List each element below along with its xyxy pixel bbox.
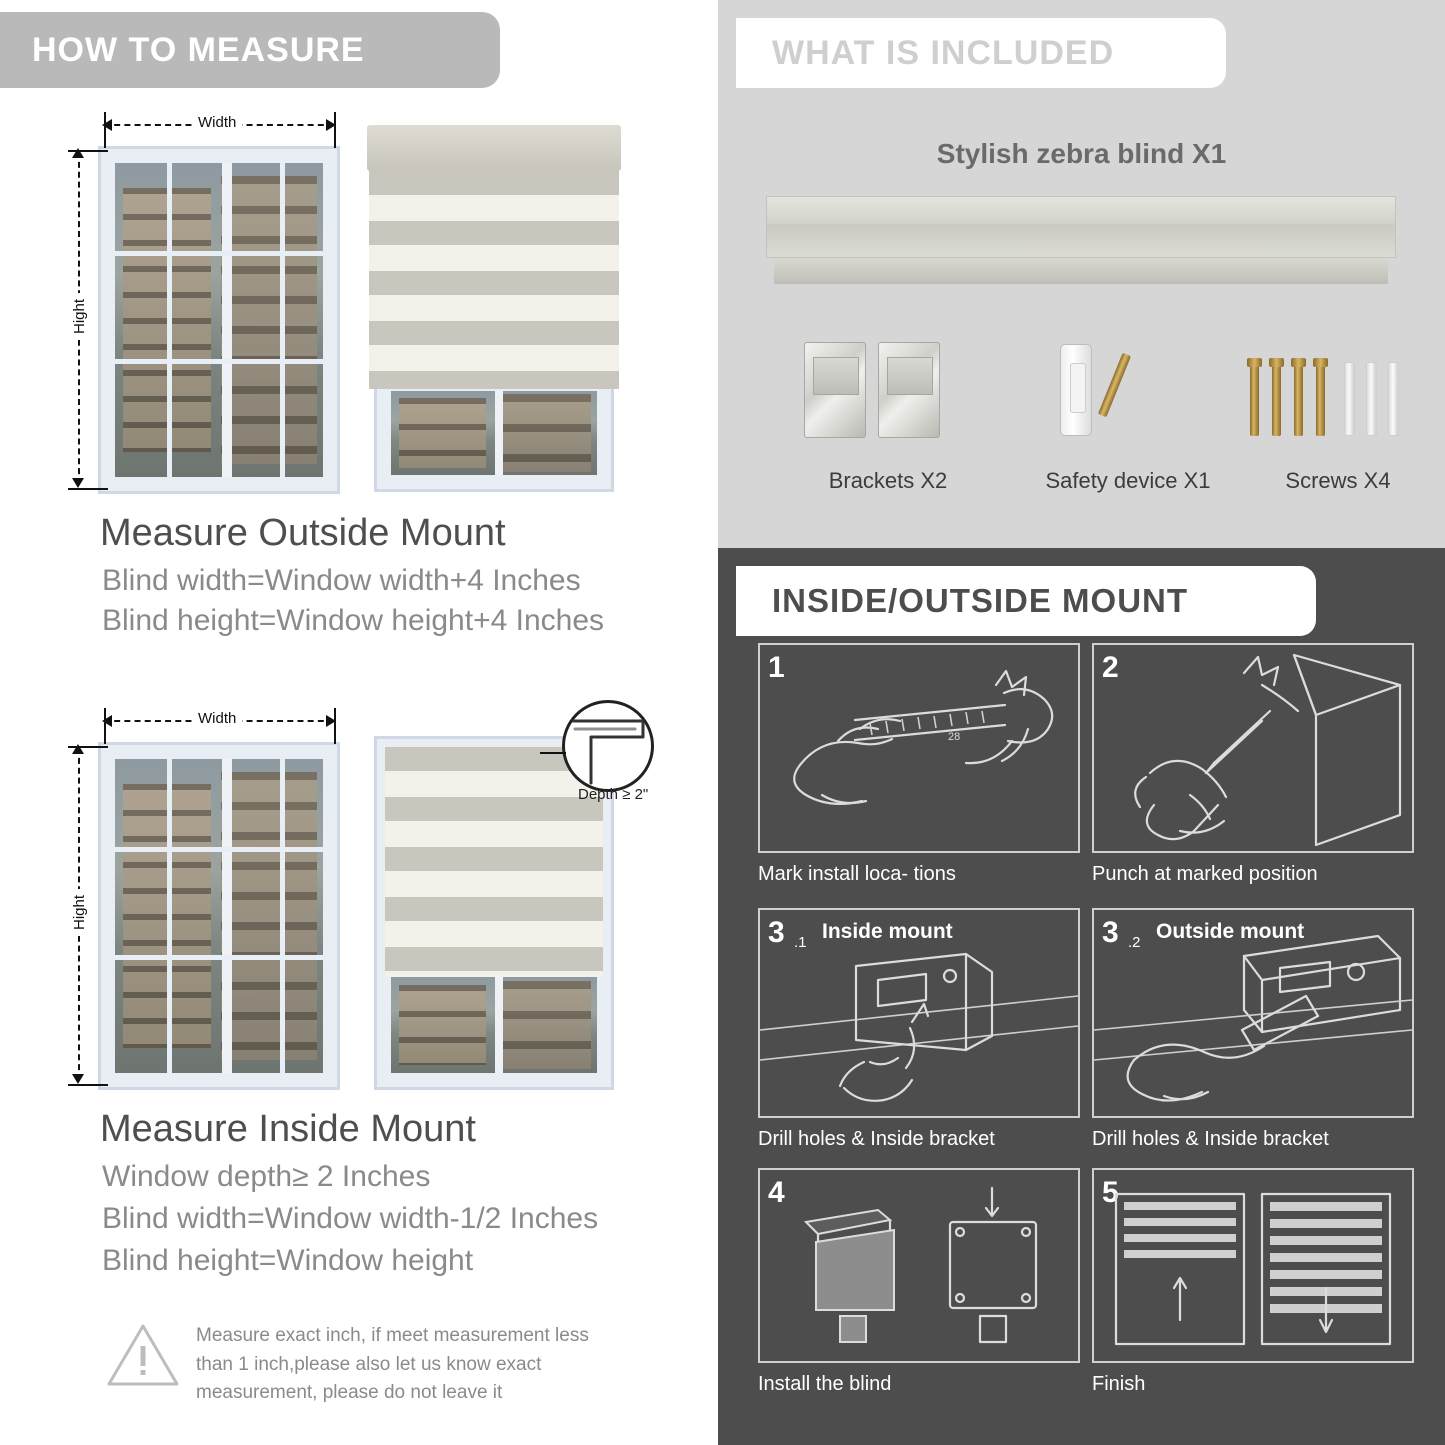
- inside-mount-title: Measure Inside Mount: [100, 1108, 476, 1150]
- bracket-install-icon: [760, 910, 1078, 1116]
- dimension-cap: [334, 112, 336, 148]
- warning-triangle-icon: [106, 1322, 180, 1388]
- part-label-brackets: Brackets X2: [828, 468, 948, 493]
- window-mullion: [495, 391, 503, 475]
- drill-icon: [1094, 645, 1412, 851]
- dimension-arrow-down: [72, 1074, 84, 1084]
- step-3-1-number: 3: [768, 916, 785, 949]
- tape-measure-icon: [760, 645, 1078, 851]
- how-to-measure-header: HOW TO MEASURE: [0, 12, 500, 88]
- screw-icon: [1316, 358, 1325, 436]
- window-glass: [115, 759, 323, 1073]
- step-1: [758, 643, 1080, 893]
- window-grid-line: [280, 163, 285, 477]
- blind-headrail: [367, 125, 621, 171]
- inside-window-illustration: [98, 742, 340, 1090]
- step-3-2-subnumber: .2: [1128, 934, 1141, 951]
- inside-width-label: Width: [192, 710, 242, 727]
- included-parts-row: [758, 320, 1408, 500]
- step-3-1-frame: [758, 908, 1080, 1118]
- outside-window-illustration: [98, 146, 340, 494]
- wall-anchor-icon: [1344, 362, 1355, 436]
- window-mullion: [222, 759, 232, 1073]
- window-grid-line: [167, 759, 172, 1073]
- dimension-cap: [68, 150, 108, 152]
- svg-text:28: 28: [948, 731, 961, 743]
- main-item-label: Stylish zebra blind X1: [936, 138, 1227, 169]
- step-4-caption: Install the blind: [758, 1373, 892, 1395]
- bracket-icon: [878, 342, 940, 438]
- depth-callout-circle: [562, 700, 654, 792]
- inside-mount-line-2: Blind width=Window width-1/2 Inches: [102, 1202, 599, 1235]
- zebra-blind-product-image: [766, 196, 1396, 258]
- step-3-2: [1092, 908, 1414, 1158]
- inside-height-label: Hight: [71, 889, 88, 936]
- dimension-cap: [68, 746, 108, 748]
- window-view-photo: [115, 163, 323, 477]
- step-4: [758, 1168, 1080, 1418]
- screw-icon: [1272, 358, 1281, 436]
- window-mullion: [495, 977, 503, 1073]
- window-view-photo: [391, 977, 597, 1073]
- step-3-2-label: Outside mount: [1156, 920, 1305, 943]
- measurement-note-text: Measure exact inch, if meet measurement less than 1 inch,please also let us know exact measurement, please do not leave it: [196, 1325, 589, 1403]
- window-view-photo: [115, 759, 323, 1073]
- outside-width-label: Width: [192, 114, 242, 131]
- blind-clip-icon: [760, 1170, 1078, 1362]
- outside-height-label: Hight: [71, 293, 88, 340]
- wall-anchor-icon: [1366, 362, 1377, 436]
- outside-mount-title: Measure Outside Mount: [100, 512, 506, 554]
- step-3-2-frame: [1092, 908, 1414, 1118]
- window-grid-line: [115, 359, 323, 364]
- window-grid-line: [115, 847, 323, 852]
- inside-outside-mount-panel: [718, 548, 1445, 1445]
- window-grid-line: [115, 955, 323, 960]
- screw-icon: [1098, 353, 1131, 418]
- window-view-photo: [391, 391, 597, 475]
- step-5-caption: Finish: [1092, 1373, 1146, 1395]
- step-2-number: 2: [1102, 651, 1119, 684]
- zebra-fabric: [369, 171, 619, 389]
- step-1-frame: [758, 643, 1080, 853]
- step-3-2-number: 3: [1102, 916, 1119, 949]
- step-3-2-caption: Drill holes & Inside bracket: [1092, 1128, 1329, 1150]
- blind-window-glass: [391, 977, 597, 1073]
- zebra-blind-bottom-rail: [774, 258, 1388, 284]
- window-mullion: [222, 163, 232, 477]
- finished-blinds-icon: [1094, 1170, 1412, 1362]
- step-5-frame: [1092, 1168, 1414, 1363]
- step-2-caption: Punch at marked position: [1092, 863, 1318, 885]
- wall-anchor-icon: [1388, 362, 1399, 436]
- step-3-1: [758, 908, 1080, 1158]
- inside-mount-line-3: Blind height=Window height: [102, 1244, 474, 1277]
- bracket-icon: [804, 342, 866, 438]
- outside-blind-illustration: [374, 170, 614, 492]
- window-grid-line: [167, 163, 172, 477]
- dimension-cap: [104, 112, 106, 148]
- screw-icon: [1294, 358, 1303, 436]
- step-4-number: 4: [768, 1176, 785, 1209]
- mount-header: INSIDE/OUTSIDE MOUNT: [736, 566, 1316, 636]
- screwdriver-icon: [1094, 910, 1412, 1116]
- step-5-number: 5: [1102, 1176, 1119, 1209]
- inside-mount-line-1: Window depth≥ 2 Inches: [102, 1160, 431, 1193]
- step-2-frame: [1092, 643, 1414, 853]
- window-grid-line: [115, 251, 323, 256]
- part-label-screws: Screws X4: [1285, 468, 1391, 493]
- part-label-safety: Safety device X1: [1045, 468, 1211, 493]
- what-is-included-header: WHAT IS INCLUDED: [736, 18, 1226, 88]
- window-grid-line: [280, 759, 285, 1073]
- dimension-arrow-down: [72, 478, 84, 488]
- outside-mount-line-1: Blind width=Window width+4 Inches: [102, 564, 581, 597]
- depth-label: Depth ≥ 2": [578, 786, 649, 803]
- measurement-note: [106, 1322, 626, 1408]
- step-3-1-label: Inside mount: [822, 920, 953, 943]
- blind-window-glass: [391, 391, 597, 475]
- depth-leader-line: [540, 752, 566, 754]
- window-glass: [115, 163, 323, 477]
- outside-mount-line-2: Blind height=Window height+4 Inches: [102, 604, 605, 637]
- step-4-frame: [758, 1168, 1080, 1363]
- how-to-measure-panel: [0, 0, 713, 1445]
- step-5: [1092, 1168, 1414, 1418]
- screw-icon: [1250, 358, 1259, 436]
- what-is-included-panel: [718, 0, 1445, 548]
- step-2: [1092, 643, 1414, 893]
- step-3-1-caption: Drill holes & Inside bracket: [758, 1128, 995, 1150]
- safety-device-icon: [1060, 344, 1092, 436]
- zebra-fabric: [385, 747, 603, 977]
- dimension-cap: [334, 708, 336, 744]
- depth-detail-drawing: [565, 703, 654, 792]
- dimension-cap: [68, 1084, 108, 1086]
- dimension-cap: [104, 708, 106, 744]
- dimension-cap: [68, 488, 108, 490]
- step-1-number: 1: [768, 651, 785, 684]
- step-1-caption: Mark install loca- tions: [758, 863, 956, 885]
- step-3-1-subnumber: .1: [794, 934, 807, 951]
